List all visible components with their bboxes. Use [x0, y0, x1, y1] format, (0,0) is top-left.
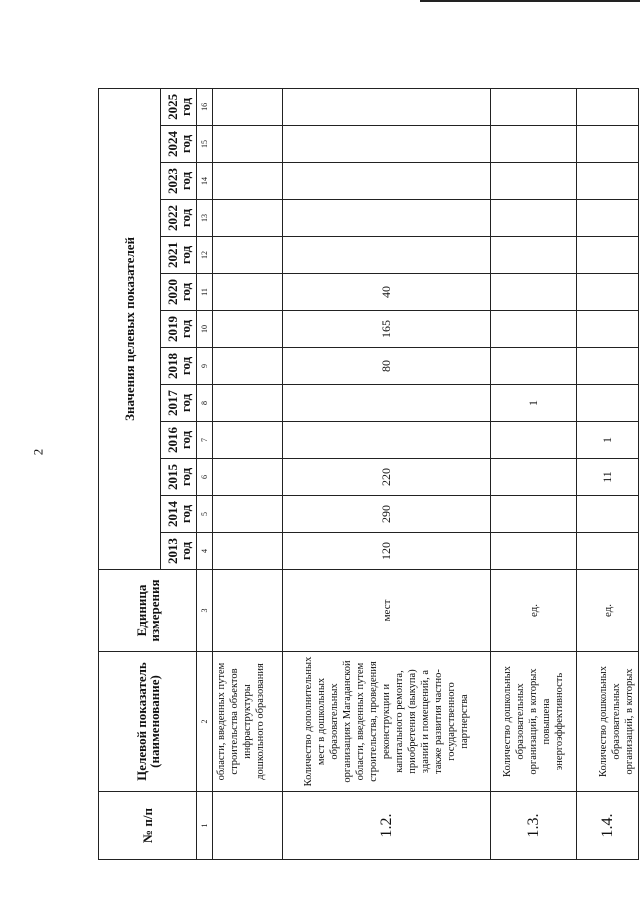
header-year: 2014 год [161, 496, 197, 533]
value-cell [213, 274, 283, 311]
value-cell: 290 [283, 496, 491, 533]
header-year: 2015 год [161, 459, 197, 496]
header-year: 2021 год [161, 237, 197, 274]
value-cell [577, 88, 639, 125]
value-cell: 120 [283, 533, 491, 570]
column-number: 6 [197, 459, 213, 496]
value-cell [577, 385, 639, 422]
value-cell [577, 348, 639, 385]
value-cell [577, 126, 639, 163]
header-unit: Единица измерения [99, 570, 197, 652]
column-number: 13 [197, 200, 213, 237]
value-cell: 11 [577, 459, 639, 496]
value-cell: 1 [577, 422, 639, 459]
value-cell [577, 274, 639, 311]
value-cell [213, 311, 283, 348]
value-cell [491, 126, 577, 163]
column-number: 4 [197, 533, 213, 570]
value-cell [491, 274, 577, 311]
value-cell [213, 200, 283, 237]
value-cell [213, 385, 283, 422]
column-number: 14 [197, 163, 213, 200]
indicators-table [98, 88, 639, 860]
value-cell [213, 88, 283, 125]
value-cell [283, 200, 491, 237]
column-number: 11 [197, 274, 213, 311]
header-year: 2013 год [161, 533, 197, 570]
row-number: 1.3. [491, 792, 577, 860]
unit-cell: ед. [577, 570, 639, 652]
column-number: 8 [197, 385, 213, 422]
value-cell [283, 385, 491, 422]
value-cell [577, 163, 639, 200]
header-no: № п/п [99, 792, 197, 860]
indicator-name: Количество дошкольных образовательных организаций, в которых повышена энергоэффективность [491, 652, 577, 792]
header-values-group: Значения целевых показателей [99, 88, 161, 569]
value-cell [283, 126, 491, 163]
column-number: 10 [197, 311, 213, 348]
value-cell [213, 237, 283, 274]
table-row [213, 88, 283, 859]
row-number: 1.2. [283, 792, 491, 860]
value-cell [577, 311, 639, 348]
value-cell [491, 237, 577, 274]
indicator-name: Количество дополнительных мест в дошкольных образовательных организациях Магаданской области, введенных путем строительства, проведения реконструкции и капитального ремонта, приобретения (выкупа) зданий и помещений, а также развития частно-государственного партнерства [283, 652, 491, 792]
unit-cell: ед. [491, 570, 577, 652]
value-cell [491, 163, 577, 200]
unit-cell [213, 570, 283, 652]
value-cell [491, 422, 577, 459]
value-cell: 1 [491, 385, 577, 422]
value-cell: 165 [283, 311, 491, 348]
value-cell [491, 88, 577, 125]
value-cell [491, 200, 577, 237]
value-cell: 80 [283, 348, 491, 385]
indicator-name: Количество дошкольных образовательных организаций, в которых [577, 652, 639, 792]
table-row [283, 88, 491, 859]
value-cell [213, 348, 283, 385]
column-number: 9 [197, 348, 213, 385]
header-year: 2025 год [161, 88, 197, 125]
header-year: 2018 год [161, 348, 197, 385]
value-cell [283, 88, 491, 125]
top-rule [420, 0, 640, 2]
value-cell [213, 422, 283, 459]
value-cell [577, 533, 639, 570]
unit-cell: мест [283, 570, 491, 652]
value-cell [491, 496, 577, 533]
column-number: 2 [197, 652, 213, 792]
page-number: 2 [30, 448, 46, 456]
header-year: 2022 год [161, 200, 197, 237]
value-cell [577, 496, 639, 533]
row-number: 1.4. [577, 792, 639, 860]
value-cell [213, 459, 283, 496]
value-cell: 220 [283, 459, 491, 496]
value-cell: 40 [283, 274, 491, 311]
column-number: 16 [197, 88, 213, 125]
header-indicator: Целевой показатель (наименование) [99, 652, 197, 792]
header-year: 2020 год [161, 274, 197, 311]
header-year: 2023 год [161, 163, 197, 200]
value-cell [491, 311, 577, 348]
value-cell [491, 459, 577, 496]
row-number [213, 792, 283, 860]
value-cell [577, 237, 639, 274]
value-cell [213, 163, 283, 200]
header-year: 2016 год [161, 422, 197, 459]
rotated-table-wrapper [98, 90, 638, 860]
value-cell [283, 237, 491, 274]
column-number: 15 [197, 126, 213, 163]
header-year: 2024 год [161, 126, 197, 163]
column-number: 1 [197, 792, 213, 860]
value-cell [283, 163, 491, 200]
value-cell [577, 200, 639, 237]
indicator-name: области, введенных путем строительства объектов инфраструктуры дошкольного образования [213, 652, 283, 792]
column-number: 7 [197, 422, 213, 459]
value-cell [213, 126, 283, 163]
column-number: 5 [197, 496, 213, 533]
value-cell [213, 533, 283, 570]
table-row [491, 88, 577, 859]
value-cell [213, 496, 283, 533]
column-number: 3 [197, 570, 213, 652]
value-cell [491, 533, 577, 570]
value-cell [283, 422, 491, 459]
table-row [577, 88, 639, 859]
header-year: 2017 год [161, 385, 197, 422]
column-number: 12 [197, 237, 213, 274]
header-year: 2019 год [161, 311, 197, 348]
value-cell [491, 348, 577, 385]
